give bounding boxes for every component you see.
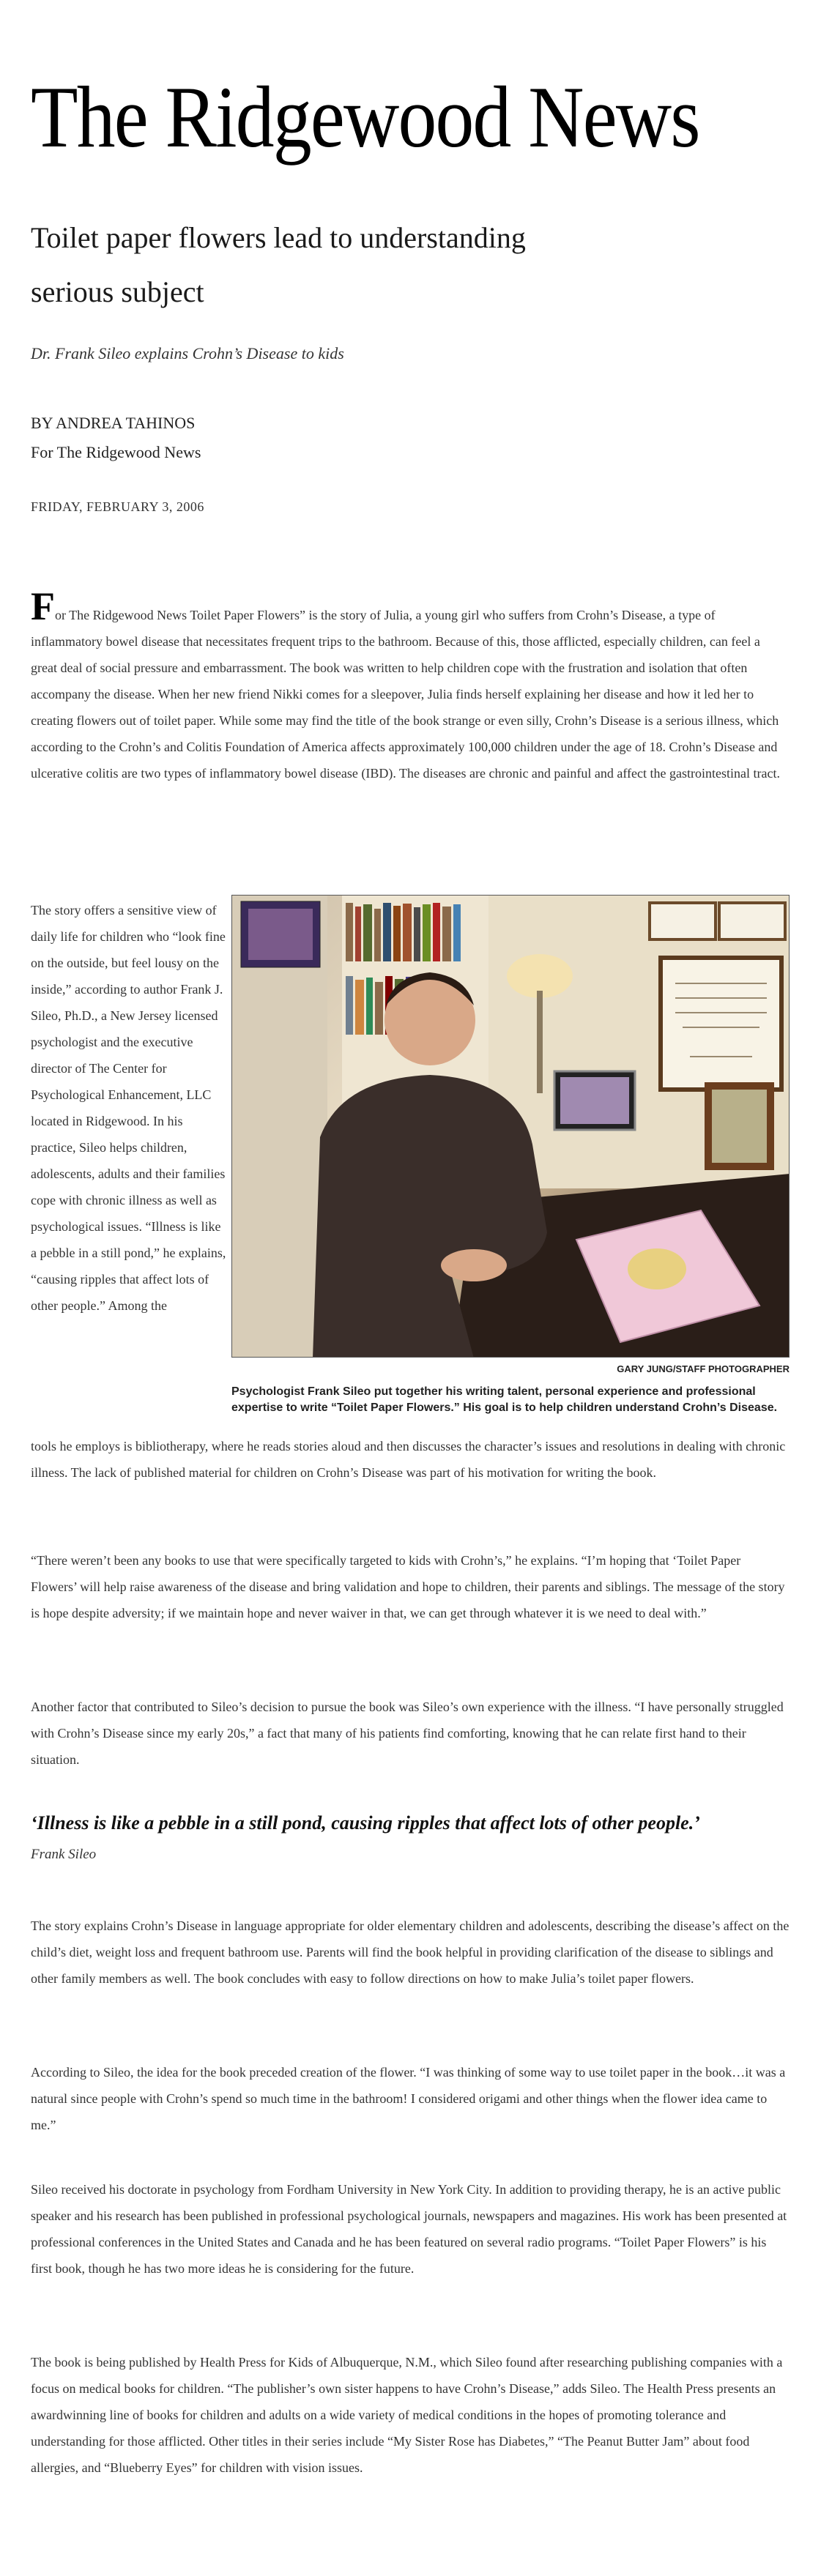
photo-illustration (232, 896, 790, 1358)
byline-affiliation: For The Ridgewood News (31, 443, 201, 461)
paragraph-8: The book is being published by Health Press for Kids of Albuquerque, N.M., which Sileo found after researching publishing companies with a focus on medical books for children. “The publisher’s own sister happens to have Crohn’s Disease,” adds Sileo. The Health Press presents an awardwinning line of books for children and adults on a wide variety of medical conditions in the hopes of promoting tolerance and understanding for those afflicted. Other titles in their series include “My Sister Rose has Diabetes,” “The Peanut Butter Jam” about food allergies, and “Blueberry Eyes” for children with vision issues. (31, 2355, 783, 2475)
photo-credit: GARY JUNG/STAFF PHOTOGRAPHER (617, 1363, 790, 1374)
pull-quote: ‘Illness is like a pebble in a still pond, causing ripples that affect lots of other people.’ (31, 1812, 700, 1834)
masthead: The Ridgewood News (31, 68, 699, 165)
headline: Toilet paper flowers lead to understanding serious subject (31, 221, 526, 308)
photo-caption: Psychologist Frank Sileo put together his writing talent, personal experience and professional expertise to write “Toilet Paper Flowers.” His goal is to help children understand Crohn’s Disease. (231, 1385, 778, 1414)
drop-cap: F (31, 584, 55, 628)
subhead: Dr. Frank Sileo explains Crohn’s Disease to kids (31, 344, 344, 362)
byline (31, 409, 201, 467)
article-photo (231, 895, 790, 1358)
paragraph-1-text: or The Ridgewood News Toilet Paper Flowers” is the story of Julia, a young girl who suffers from Crohn’s Disease, a type of inflammatory bowel disease that necessitates frequent trips to the bathroom. Because of this, those afflicted, especially children, can feel a great deal of social pressure and embarrassment. The book was written to help children cope with the frustration and isolation that often accompany the disease. When her new friend Nikki comes for a sleepover, Julia finds herself explaining her disease and how it led her to creating flowers out of toilet paper. While some may find the title of the book strange or even silly, Crohn’s Disease is a serious illness, which according to the Crohn’s and Colitis Foundation of America affects approximately 100,000 children under the age of 18. Crohn’s Disease and ulcerative colitis are two types of inflammatory bowel disease (IBD). The diseases are chronic and painful and affect the gastrointestinal tract. (31, 608, 780, 781)
paragraph-3: “There weren’t been any books to use that were specifically targeted to kids with Crohn’s,” he explains. “I’m hoping that ‘Toilet Paper Flowers’ will help raise awareness of the disease and bring validation and hope to children, their parents and siblings. The message of the story is hope despite adversity; if we maintain hope and never waiver in that, we can get through whatever it is we need to deal with.” (31, 1553, 785, 1620)
paragraph-5: The story explains Crohn’s Disease in language appropriate for older elementary children and adolescents, describing the disease’s affect on the child’s diet, weight loss and frequent bathroom use. Parents will find the book helpful in providing clarification of the disease to siblings and other family members as well. The book concludes with easy to follow directions on how to make Julia’s toilet paper flowers. (31, 1918, 790, 1986)
paragraph-6: According to Sileo, the idea for the book preceded creation of the flower. “I was thinking of some way to use toilet paper in the book…it was a natural since people with Crohn’s spend so much time in the bathroom! I considered origami and other things when the flower idea came to me.” (31, 2065, 786, 2132)
dateline: FRIDAY, FEBRUARY 3, 2006 (31, 499, 204, 514)
paragraph-2-continued: tools he employs is bibliotherapy, where he reads stories aloud and then discusses the character’s issues and resolutions in dealing with chronic illness. The lack of published material for children on Crohn’s Disease was part of his motivation for writing the book. (31, 1439, 786, 1480)
paragraph-7: Sileo received his doctorate in psychology from Fordham University in New York City. In addition to providing therapy, he is an active public speaker and his research has been published in professional psychological journals, newspapers and magazines. His work has been presented at professional conferences in the United States and Canada and he has been featured on several radio programs. “Toilet Paper Flowers” is his first book, though he has two more ideas he is considering for the future. (31, 2182, 787, 2276)
paragraph-4: Another factor that contributed to Sileo’s decision to pursue the book was Sileo’s own experience with the illness. “I have personally struggled with Crohn’s Disease since my early 20s,” a fact that many of his patients find comforting, knowing that he can relate first hand to their situation. (31, 1700, 784, 1767)
paragraph-2-column: The story offers a sensitive view of daily life for children who “look fine on the outside, but feel lousy on the inside,” according to author Frank J. Sileo, Ph.D., a New Jersey licensed psychologist and the executive director of The Center for Psychological Enhancement, LLC located in Ridgewood. In his practice, Sileo helps children, adolescents, adults and their families cope with chronic illness as well as psychological issues. “Illness is like a pebble in a still pond,” he explains, “causing ripples that affect lots of other people.” Among the (31, 903, 226, 1313)
byline-author: BY ANDREA TAHINOS (31, 414, 196, 432)
pull-quote-attribution: Frank Sileo (31, 1847, 97, 1862)
paragraph-1 (31, 584, 790, 786)
